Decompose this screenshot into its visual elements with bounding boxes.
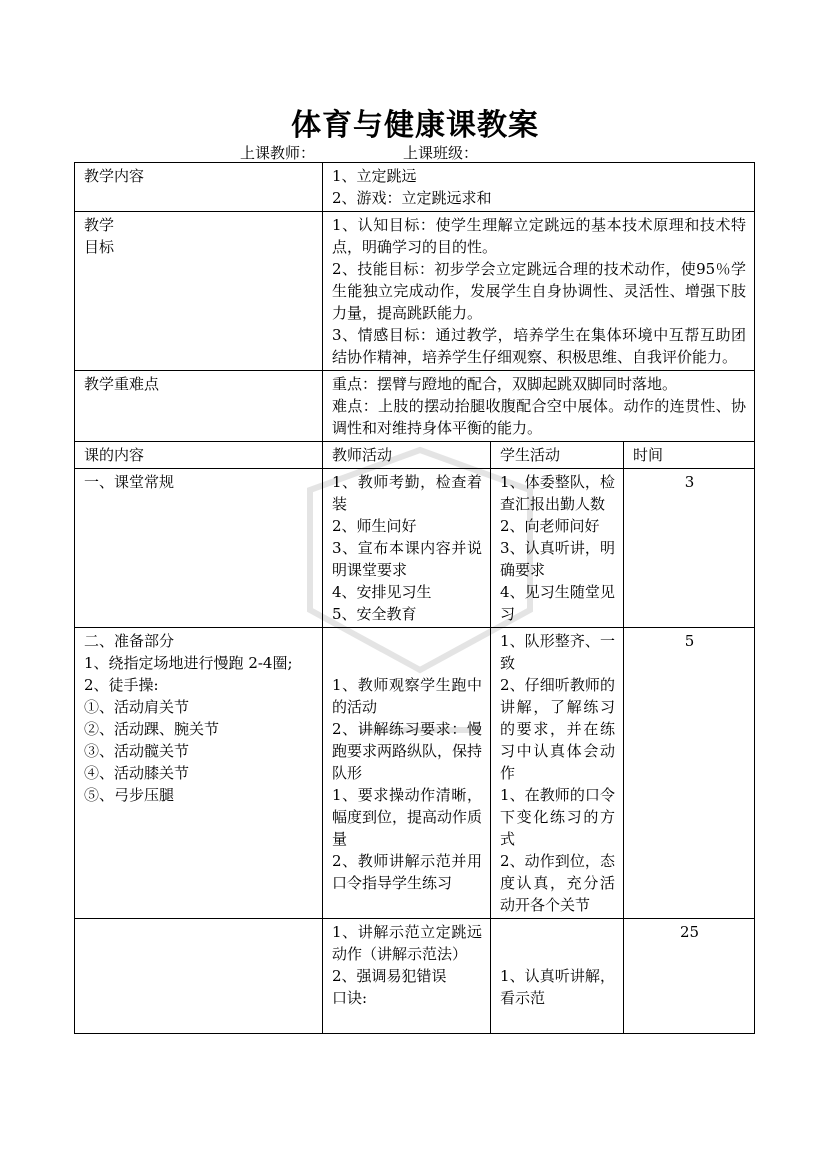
class-label: 上课班级： — [403, 144, 479, 162]
section-time: 3 — [624, 469, 755, 628]
teaching-goal-value — [323, 212, 755, 371]
key-difficulty-row — [75, 371, 755, 442]
student-item: 1、队形整齐、一致 — [500, 632, 615, 672]
affective-goal: 3、情感目标：通过教学，培养学生在集体环境中互帮互助团结协作精神，培养学生仔细观察、积极思维、自我评价能力。 — [332, 326, 747, 366]
content-item: 一、课堂常规 — [84, 473, 175, 491]
header-lesson-content: 课的内容 — [75, 442, 323, 469]
goal-label-line: 目标 — [84, 238, 115, 256]
section-content — [75, 469, 323, 628]
student-item: 4、见习生随堂见习 — [500, 583, 615, 623]
table-header-row — [75, 442, 755, 469]
section-content — [75, 919, 323, 1034]
spacer — [500, 943, 615, 965]
lesson-meta-line — [240, 142, 582, 163]
student-item: 1、在教师的口令下变化练习的方式 — [500, 786, 615, 848]
content-item: ④、活动膝关节 — [84, 764, 190, 782]
student-item: 1、认真听讲解，看示范 — [500, 967, 615, 1007]
student-activity — [491, 469, 624, 628]
teacher-blank — [315, 146, 403, 163]
teacher-activity — [323, 628, 491, 919]
cognitive-goal: 1、认知目标：使学生理解立定跳远的基本技术原理和技术特点，明确学习的目的性。 — [332, 216, 747, 256]
teacher-item: 4、安排见习生 — [332, 583, 432, 601]
student-activity — [491, 628, 624, 919]
student-item: 2、动作到位，态度认真，充分活动开各个关节 — [500, 852, 615, 914]
teaching-content-value — [323, 163, 755, 212]
teacher-item: 1、教师考勤，检查着装 — [332, 473, 482, 513]
content-item: 2、徒手操: — [84, 676, 159, 694]
content-line: 1、立定跳远 — [332, 167, 417, 185]
content-item: ②、活动踝、腕关节 — [84, 720, 220, 738]
spacer — [332, 652, 482, 674]
key-difficulty-value — [323, 371, 755, 442]
class-blank — [478, 146, 582, 163]
teacher-item: 3、宣布本课内容并说明课堂要求 — [332, 539, 482, 579]
teacher-item: 1、要求操动作清晰，幅度到位，提高动作质量 — [332, 786, 483, 848]
spacer — [332, 1009, 482, 1031]
key-point: 重点：摆臂与蹬地的配合，双脚起跳双脚同时落地。 — [332, 375, 678, 393]
content-line: 2、游戏：立定跳远求和 — [332, 189, 492, 207]
teacher-item: 口诀: — [332, 989, 368, 1007]
teaching-goal-label — [75, 212, 323, 371]
key-difficulty-label: 教学重难点 — [75, 371, 323, 442]
page-title: 体育与健康课教案 — [291, 108, 539, 143]
difficulty-point: 难点：上肢的摆动抬腿收腹配合空中展体。动作的连贯性、协调性和对维持身体平衡的能力。 — [332, 397, 747, 437]
teacher-label: 上课教师： — [240, 144, 316, 162]
student-item: 2、向老师问好 — [500, 517, 600, 535]
teacher-item: 5、安全教育 — [332, 605, 417, 623]
section-time: 25 — [624, 919, 755, 1034]
teacher-item: 2、师生问好 — [332, 517, 417, 535]
header-teacher-activity: 教师活动 — [323, 442, 491, 469]
student-item: 2、仔细听教师的讲解，了解练习的要求，并在练习中认真体会动作 — [500, 676, 615, 782]
content-item: ⑤、弓步压腿 — [84, 786, 175, 804]
header-time: 时间 — [624, 442, 755, 469]
skill-goal: 2、技能目标：初步学会立定跳远合理的技术动作，使95％学生能独立完成动作，发展学生自身协调性、灵活性、增强下肢力量，提高跳跃能力。 — [332, 260, 747, 322]
lesson-plan-table — [74, 162, 755, 1034]
section-routine-row — [75, 469, 755, 628]
section-warmup-row — [75, 628, 755, 919]
student-item: 3、认真听讲，明确要求 — [500, 539, 615, 579]
teacher-activity — [323, 919, 491, 1034]
content-item: ①、活动肩关节 — [84, 698, 190, 716]
goal-label-line: 教学 — [84, 216, 115, 234]
teacher-item: 1、讲解示范立定跳远动作（讲解示范法） — [332, 923, 482, 963]
header-student-activity: 学生活动 — [491, 442, 624, 469]
teacher-item: 2、讲解练习要求：慢跑要求两路纵队，保持队形 — [332, 720, 483, 782]
section-time: 5 — [624, 628, 755, 919]
student-item: 1、体委整队，检查汇报出勤人数 — [500, 473, 615, 513]
teacher-item: 2、教师讲解示范并用口令指导学生练习 — [332, 852, 482, 892]
content-item: ③、活动髋关节 — [84, 742, 190, 760]
section-content — [75, 628, 323, 919]
content-item: 1、绕指定场地进行慢跑 2-4圈; — [84, 654, 293, 672]
teacher-item: 1、教师观察学生跑中的活动 — [332, 676, 482, 716]
content-item: 二、准备部分 — [84, 632, 175, 650]
spacer — [500, 921, 615, 943]
teaching-content-label: 教学内容 — [75, 163, 323, 212]
teacher-item: 2、强调易犯错误 — [332, 967, 447, 985]
teaching-goal-row — [75, 212, 755, 371]
teaching-content-row — [75, 163, 755, 212]
teacher-activity — [323, 469, 491, 628]
spacer — [332, 630, 482, 652]
section-main-row — [75, 919, 755, 1034]
student-activity — [491, 919, 624, 1034]
